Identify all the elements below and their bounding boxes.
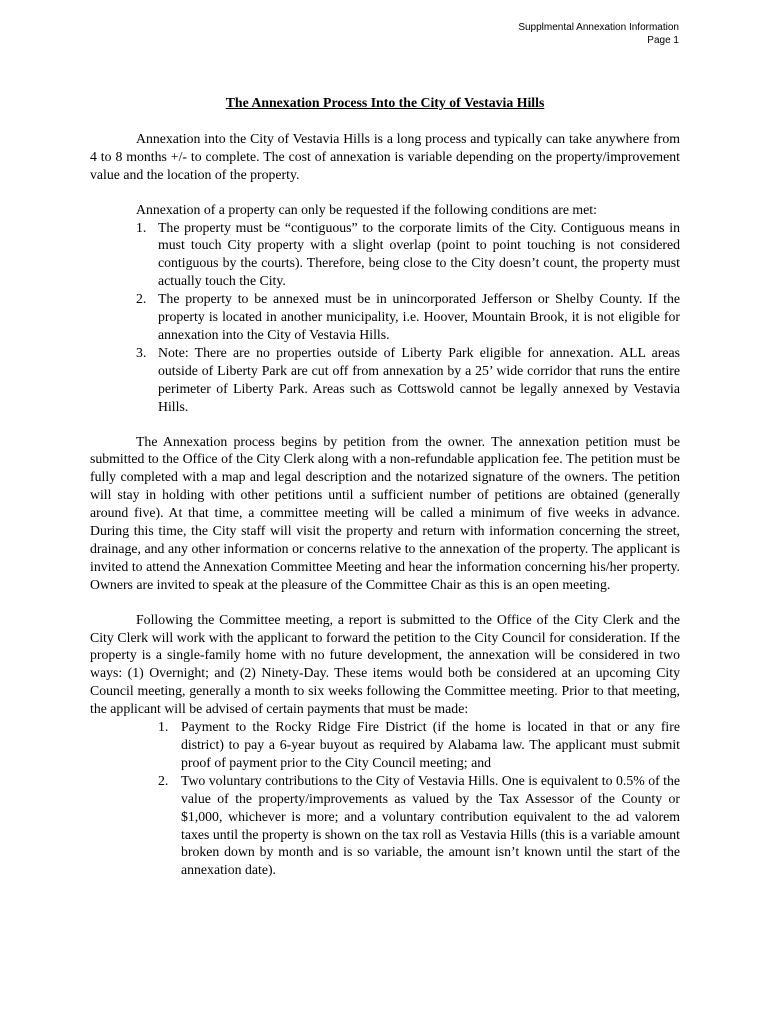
list-item <box>90 344 680 416</box>
list-item-text: Payment to the Rocky Ridge Fire District (if the home is located in that or any fire district) to pay a 6-year buyout as required by Alabama law. The applicant must submit proof of payment prior to the City Council meeting; and <box>181 719 680 770</box>
list-item <box>90 290 680 344</box>
list-item-text: Two voluntary contributions to the City of Vestavia Hills. One is equivalent to 0.5% of the value of the property/improvements as valued by the Tax Assessor of the County or $1,000, whichever is more; and a voluntary contribution equivalent to the ad valorem taxes until the property is shown on the tax roll as Vestavia Hills (this is a variable amount broken down by month and is so variable, the amount isn’t known until the start of the annexation date). <box>181 772 680 878</box>
conditions-list <box>90 219 680 416</box>
list-item-number: 2. <box>136 291 147 307</box>
page-header <box>518 21 679 47</box>
header-page-number: Page 1 <box>647 35 679 46</box>
list-item-text: The property to be annexed must be in unincorporated Jefferson or Shelby County. If the property is located in another municipality, i.e. Hoover, Mountain Brook, it is not eligible for annexation into the City of Vestavia Hills. <box>158 291 680 342</box>
list-item-number: 2. <box>158 772 169 788</box>
paragraph-petition: The Annexation process begins by petition from the owner. The annexation petition must be submitted to the Office of the City Clerk along with a non-refundable application fee. The petition must be fully completed with a map and legal description and the notarized signature of the owners. The petition will stay in holding with other petitions until a sufficient number of petitions are obtained (generally around five). At that time, a committee meeting will be called a minimum of five weeks in advance. During this time, the City staff will visit the property and return with information concerning the street, drainage, and any other information or concerns relative to the annexation of the property. The applicant is invited to attend the Annexation Committee Meeting and hear the information concerning his/her property. Owners are invited to speak at the pleasure of the Committee Chair as this is an open meeting. <box>90 433 680 592</box>
list-item-number: 3. <box>136 344 147 360</box>
list-item <box>90 219 680 291</box>
conditions-intro: Annexation of a property can only be requested if the following conditions are met: <box>136 201 597 217</box>
list-item <box>90 772 680 879</box>
list-item-number: 1. <box>158 719 169 735</box>
list-item-number: 1. <box>136 219 147 235</box>
header-title: Supplmental Annexation Information <box>518 22 679 33</box>
list-item-text: Note: There are no properties outside of Liberty Park eligible for annexation. ALL areas outside of Liberty Park are cut off from annexation by a 25’ wide corridor that runs the entire perimeter of Liberty Park. Areas such as Cottswold cannot be legally annexed by Vestavia Hills. <box>158 344 680 414</box>
payments-list <box>90 718 680 879</box>
list-item-text: The property must be “contiguous” to the corporate limits of the City. Contiguous means in must touch City property with a slight overlap (point to point touching is not considered contiguous by the courts). Therefore, being close to the City doesn’t count, the property must actually touch the City. <box>158 219 680 289</box>
document-body <box>90 94 680 879</box>
document-title: The Annexation Process Into the City of Vestavia Hills <box>225 95 545 110</box>
paragraph-committee: Following the Committee meeting, a report is submitted to the Office of the City Clerk and the City Clerk will work with the applicant to forward the petition to the City Council for consideration. If the property is a single-family home with no future development, the annexation will be considered in two ways: (1) Overnight; and (2) Ninety-Day. These items would both be considered at an upcoming City Council meeting, generally a month to six weeks following the Committee meeting. Prior to that meeting, the applicant will be advised of certain payments that must be made: <box>90 611 680 717</box>
paragraph-intro: Annexation into the City of Vestavia Hills is a long process and typically can take anywhere from 4 to 8 months +/- to complete. The cost of annexation is variable depending on the property/improvement value and the location of the property. <box>90 130 680 182</box>
list-item <box>90 718 680 772</box>
